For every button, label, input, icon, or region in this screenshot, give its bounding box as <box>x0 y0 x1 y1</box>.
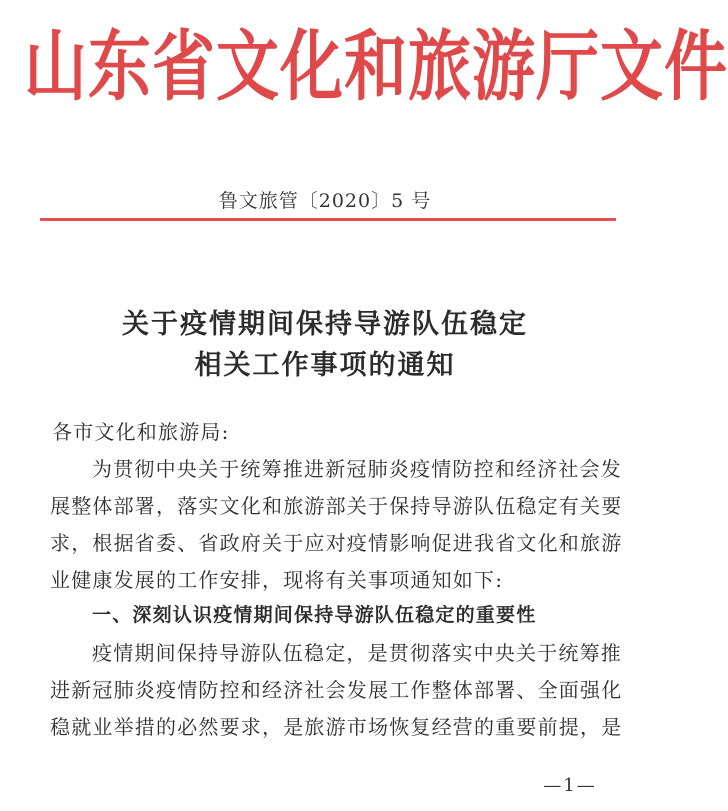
document-title-line-1: 关于疫情期间保持导游队伍稳定 <box>122 309 528 340</box>
paragraph-2-line-1: 疫情期间保持导游队伍稳定，是贯彻落实中央关于统筹推 <box>92 641 622 665</box>
section-heading-1: 一、深刻认识疫情期间保持导游队伍稳定的重要性 <box>92 604 537 626</box>
paragraph-1-line-1: 为贯彻中央关于统筹推进新冠肺炎疫情防控和经济社会发 <box>92 457 622 481</box>
document-title-line-2: 相关工作事项的通知 <box>194 350 456 381</box>
salutation: 各市文化和旅游局: <box>52 420 230 444</box>
red-separator-line <box>40 218 616 221</box>
paragraph-1-line-4: 业健康发展的工作安排，现将有关事项通知如下: <box>50 568 504 592</box>
paragraph-2-line-3: 稳就业举措的必然要求，是旅游市场恢复经营的重要前提，是 <box>50 715 623 739</box>
paragraph-1-line-3: 求，根据省委、省政府关于应对疫情影响促进我省文化和旅游 <box>50 531 623 555</box>
paragraph-1-line-2: 展整体部署，落实文化和旅游部关于保持导游队伍稳定有关要 <box>50 494 623 518</box>
paragraph-2-line-2: 进新冠肺炎疫情防控和经济社会发展工作整体部署、全面强化 <box>50 678 623 702</box>
document-number: 鲁文旅管〔2020〕5 号 <box>218 190 432 212</box>
page-number: —1— <box>543 775 597 796</box>
issuer-red-header: 山东省文化和旅游厅文件 <box>24 22 728 112</box>
